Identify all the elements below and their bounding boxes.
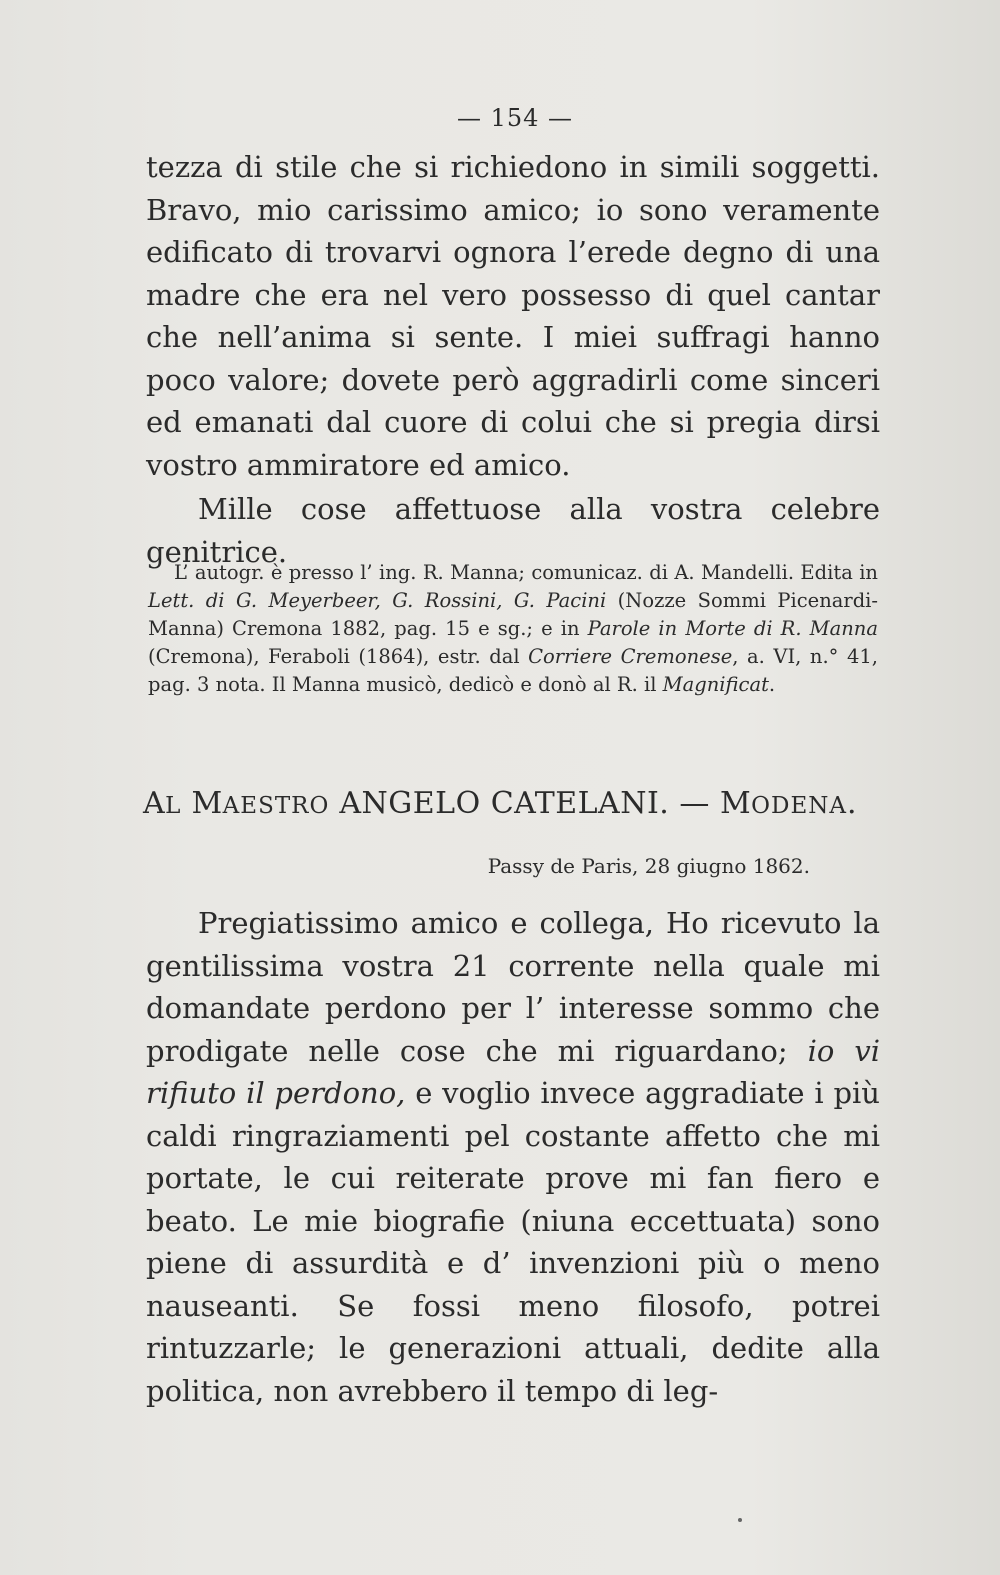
closing-line: Mille cose affettuose alla vostra celebre genitrice. <box>146 492 880 569</box>
letter-block <box>146 902 880 1412</box>
heading-al-rest: L <box>165 793 182 819</box>
footnote-italic-1: Lett. di G. Meyerbeer, G. Rossini, G. Pacini <box>148 589 607 612</box>
ink-speck <box>738 1518 742 1522</box>
footnote-text-4: , a. VI, n.° 41, pag. 3 nota. Il Manna musicò, dedicò e donò al R. il <box>148 645 878 696</box>
footnote-italic-3: Corriere Cremonese <box>528 645 733 668</box>
heading-maestro-cap: M <box>191 786 223 821</box>
letter-text-2: e voglio invece aggradiate i più caldi ringraziamenti pel costante affetto che mi portate, le cui reiterate prove mi fan fiero e beato. Le mie biografie (niuna eccettuata) sono piene di assurdità e d’ invenzioni più o meno nauseanti. Se fossi meno filosofo, potrei rintuzzarle; le generazioni attuali, dedite alla politica, non avrebbero il tempo di leg- <box>146 1076 880 1408</box>
footnote-text-3: (Cremona), Feraboli (1864), estr. dal <box>148 645 529 668</box>
page-number: — 154 — <box>456 104 574 132</box>
footnote-text-1: L’ autogr. è presso l’ ing. R. Manna; comunicaz. di A. Mandelli. Edita in <box>174 561 878 584</box>
heading-maestro-rest: AESTRO <box>222 793 330 819</box>
heading-modena-rest: ODENA <box>751 793 847 819</box>
footnote-italic-2: Parole in Morte di R. Manna <box>587 617 878 640</box>
footnote-text-2: (Nozze Sommi Picenardi-Manna) Cremona 1882, pag. 15 e sg.; e in <box>148 589 879 640</box>
top-text-block <box>146 146 880 573</box>
heading-name: ANGELO CATELANI. <box>339 786 670 821</box>
heading-dash: — <box>679 786 710 821</box>
letter-text-1: Pregiatissimo amico e collega, Ho ricevuto la gentilissima vostra 21 corrente nella quale mi domandate perdono per l’ interesse sommo che prodigate nelle cose che mi riguardano; <box>146 906 880 1068</box>
letter-italic: io vi rifiuto il perdono, <box>146 1033 880 1110</box>
heading-end: . <box>846 786 858 821</box>
heading-modena-cap: M <box>719 786 752 821</box>
heading-al-cap: A <box>142 786 166 821</box>
top-paragraph: tezza di stile che si richiedono in simili soggetti. Bravo, mio carissimo amico; io sono veramente edificato di trovarvi ognora l’erede degno di una madre che era nel vero possesso di quel cantar che nell’anima si sente. I miei suffragi hanno poco valore; dovete però aggradirli come sinceri ed emanati dal cuore di colui che si pregia dirsi vostro ammiratore ed amico. <box>146 150 880 482</box>
letter-heading <box>0 786 1000 821</box>
footnote <box>148 559 878 699</box>
footnote-italic-4: Magnificat <box>662 673 769 696</box>
footnote-text-5: . <box>768 673 776 696</box>
letter-paragraph <box>146 902 880 1412</box>
dateline: Passy de Paris, 28 giugno 1862. <box>487 854 810 878</box>
